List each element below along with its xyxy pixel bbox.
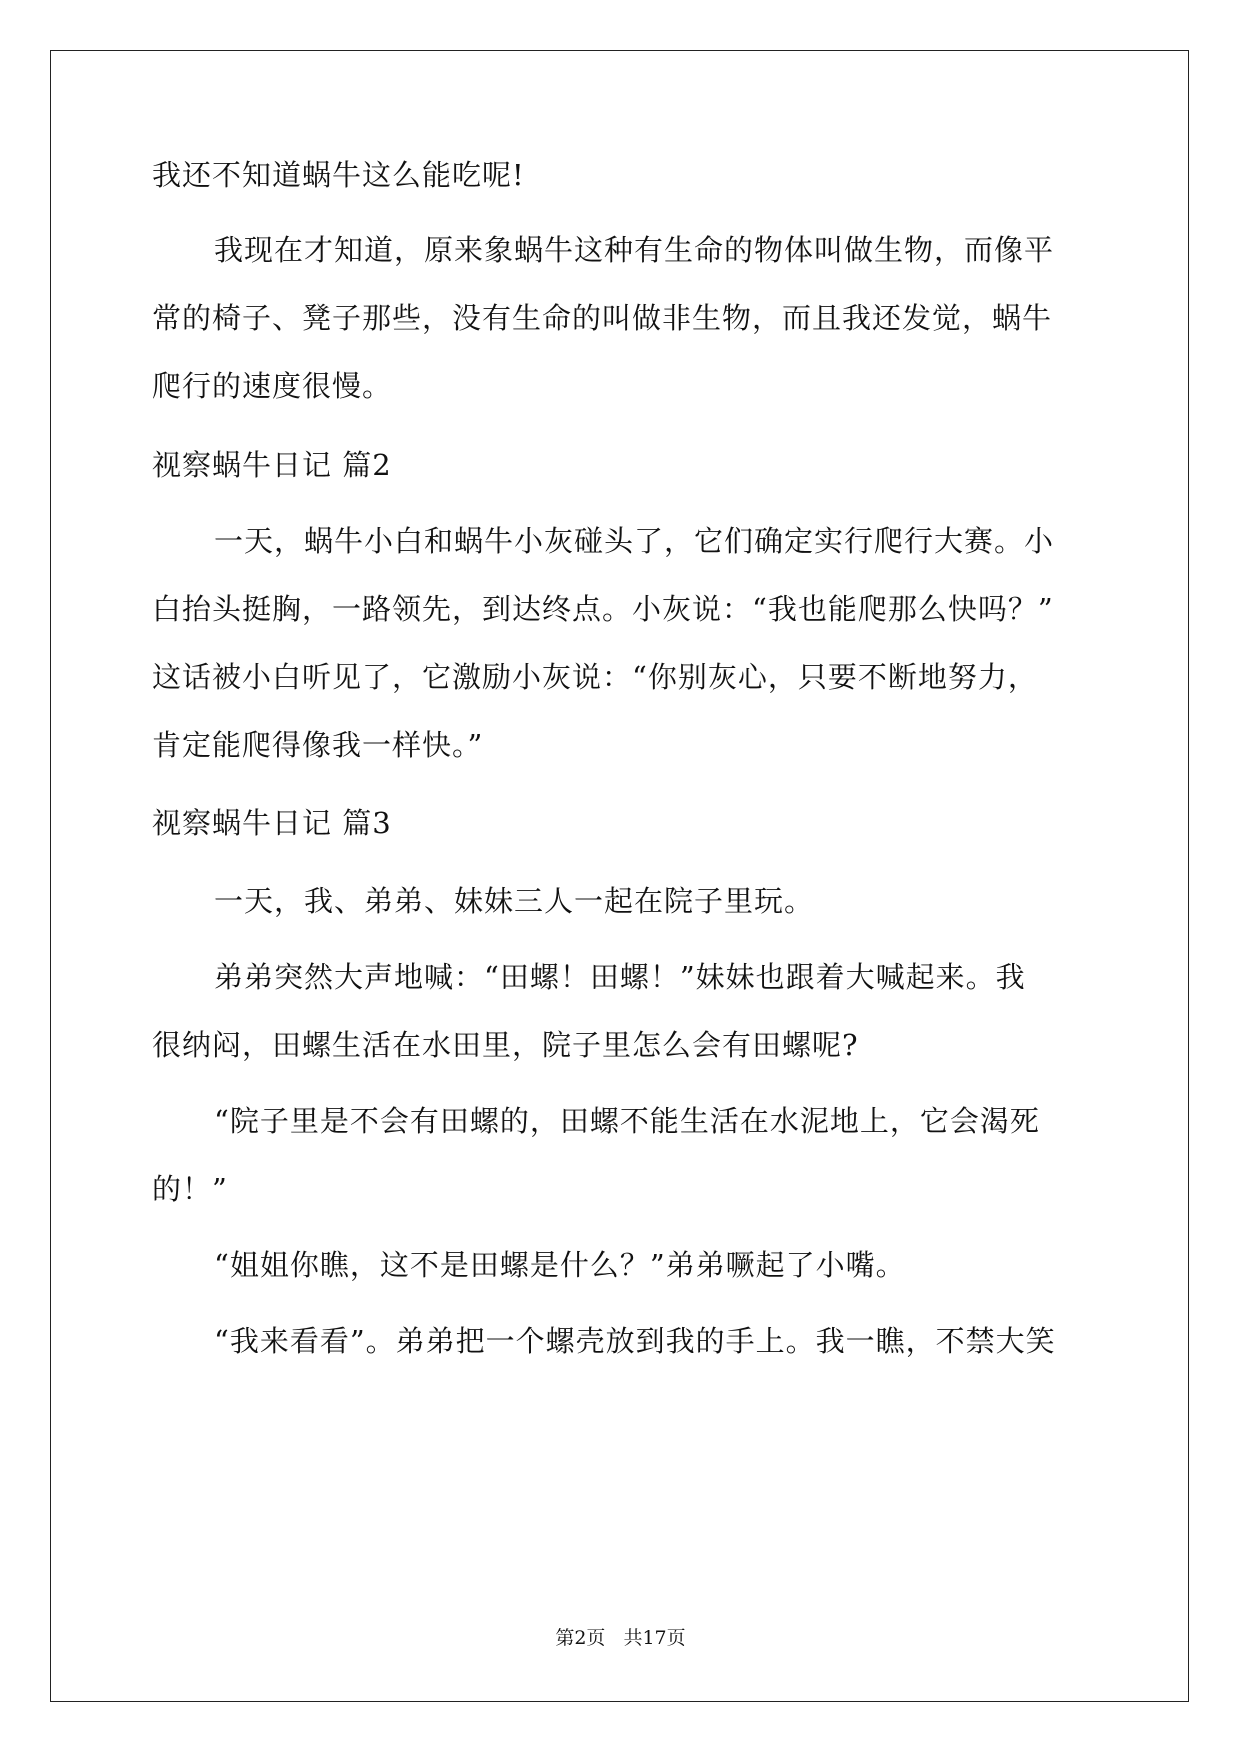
section-heading: 视察蜗牛日记 篇3 <box>152 806 392 840</box>
paragraph-line: 一天，蜗牛小白和蜗牛小灰碰头了，它们确定实行爬行大赛。小 <box>214 524 1055 558</box>
paragraph-line: 一天，我、弟弟、妹妹三人一起在院子里玩。 <box>214 884 815 918</box>
page-total: 共17页 <box>623 1627 686 1649</box>
paragraph-line: 弟弟突然大声地喊：“田螺！田螺！”妹妹也跟着大喊起来。我 <box>214 960 1026 994</box>
paragraph-line: 我现在才知道，原来象蜗牛这种有生命的物体叫做生物，而像平 <box>214 233 1055 267</box>
page-number: 第2页 <box>555 1627 606 1649</box>
paragraph-line: 这话被小白听见了，它激励小灰说：“你别灰心，只要不断地努力， <box>152 660 1038 694</box>
section-heading: 视察蜗牛日记 篇2 <box>152 448 392 482</box>
paragraph-line: 我还不知道蜗牛这么能吃呢! <box>152 158 525 192</box>
paragraph-line: “姐姐你瞧，这不是田螺是什么？”弟弟噘起了小嘴。 <box>214 1248 906 1282</box>
paragraph-line: 很纳闷，田螺生活在水田里，院子里怎么会有田螺呢? <box>152 1028 859 1062</box>
paragraph-line: 的！” <box>152 1172 228 1206</box>
paragraph-line: “我来看看”。弟弟把一个螺壳放到我的手上。我一瞧，不禁大笑 <box>214 1324 1056 1358</box>
paragraph-line: “院子里是不会有田螺的，田螺不能生活在水泥地上，它会渴死 <box>214 1104 1040 1138</box>
paragraph-line: 肯定能爬得像我一样快。” <box>152 728 484 762</box>
paragraph-line: 白抬头挺胸，一路领先，到达终点。小灰说：“我也能爬那么快吗？” <box>152 592 1054 626</box>
paragraph-line: 常的椅子、凳子那些，没有生命的叫做非生物，而且我还发觉，蜗牛 <box>152 301 1053 335</box>
paragraph-line: 爬行的速度很慢。 <box>152 369 393 403</box>
page-footer <box>0 1626 1241 1650</box>
